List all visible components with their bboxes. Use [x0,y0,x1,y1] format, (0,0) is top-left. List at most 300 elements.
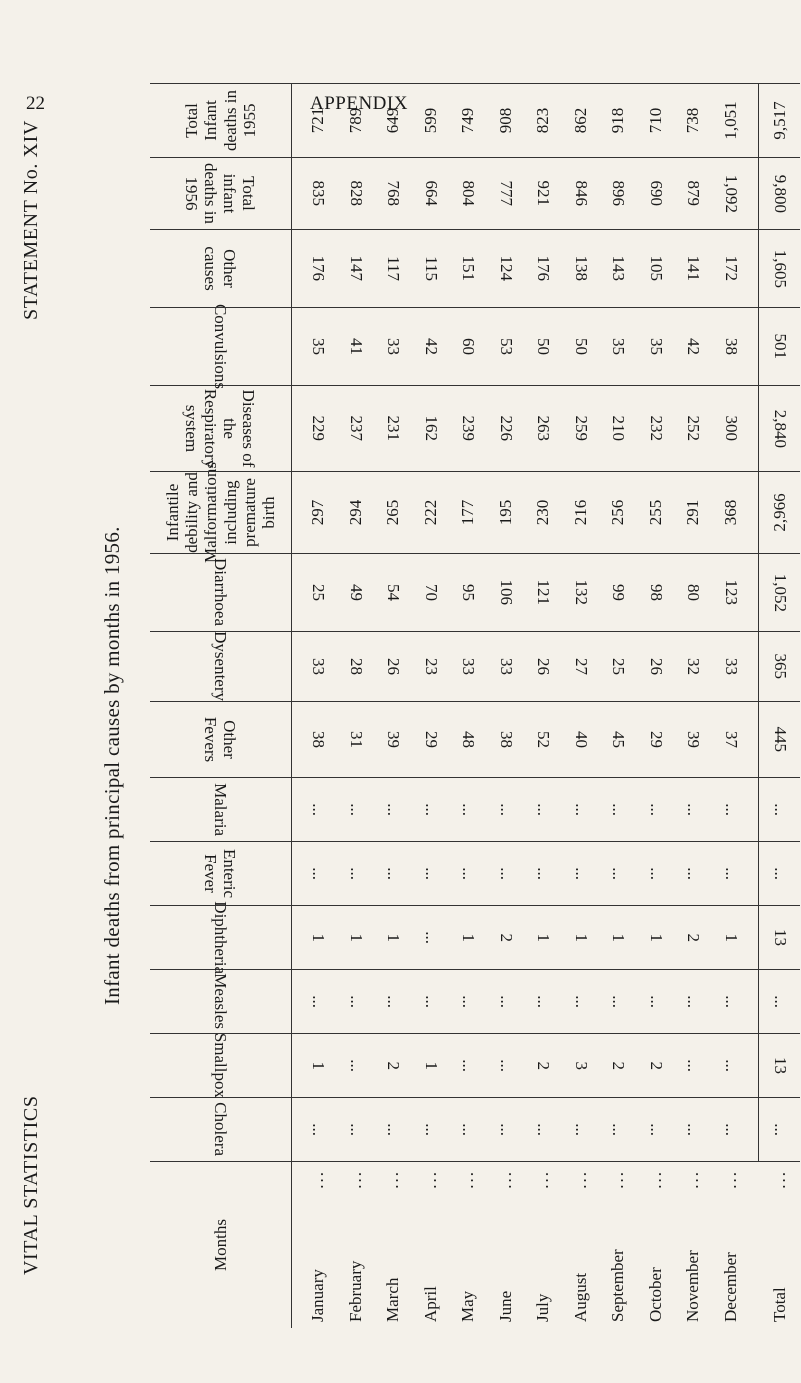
cell-value: 42 [684,338,703,355]
table-cell [600,842,636,905]
table-cell [413,632,449,701]
table-cell [563,906,599,969]
cell-value: 50 [534,338,553,355]
column-header-label: Diarrhoea [211,558,231,627]
table-cell [675,1098,711,1161]
cell-value: 2,840 [771,409,790,448]
cell-value: ... [534,867,553,880]
column-header-label: Enteric Fever [201,848,240,899]
cell-value: 738 [683,107,702,134]
cell-value: ... [346,995,366,1008]
column-cholera [150,1098,800,1162]
table-cell [413,554,449,631]
cell-value: 1,092 [721,174,741,213]
cell-value: 1 [721,933,741,942]
column-header [150,970,292,1033]
cell-value: ... [346,1123,366,1136]
cell-value: ... [421,867,441,880]
cell-value: 2 [534,1061,553,1070]
cell-value: 99 [609,584,628,601]
cell-value: 230 [533,499,552,526]
column-diphtheria [150,901,800,974]
table-cell [600,472,636,553]
cell-value: 445 [771,726,790,753]
cell-value: 835 [309,180,328,207]
table-cell [375,632,411,701]
cell-value: 50 [571,338,591,355]
cell-value: 38 [309,731,328,748]
cell-value: ... [421,931,441,944]
table-cell [338,158,374,229]
cell-value: 60 [459,338,478,355]
table-cell [525,778,561,841]
table-cell [563,554,599,631]
cell-value: 105 [646,255,666,282]
cell-value: 54 [384,584,403,601]
cell-value: 232 [646,415,666,442]
cell-value: 33 [496,658,516,675]
cell-value: 710 [645,107,665,134]
column-header [150,554,292,631]
table-cell [450,386,486,471]
table-cell [488,308,524,385]
cell-value: 1 [609,933,628,942]
cell-value: 2,966 [770,493,789,532]
cell-value: ... [309,803,328,816]
month-name: January [308,1269,327,1322]
table-cell [413,386,449,471]
table-cell [300,308,336,385]
cell-value: 35 [309,338,328,355]
table-cell [600,702,636,777]
cell-value: ... [459,1123,478,1136]
row-label [713,1162,749,1328]
total-rule [758,1034,759,1097]
cell-value: ... [534,995,553,1008]
table-cell [563,970,599,1033]
leader-dots: ... [645,1170,665,1189]
month-name: June [495,1290,515,1322]
row-label [488,1162,524,1328]
table-cell [375,906,411,969]
total-rule [758,702,759,777]
table-cell [300,1034,336,1097]
cell-value: 151 [459,255,478,282]
cell-value: 777 [496,180,516,207]
table-cell [638,970,674,1033]
cell-value: ... [609,867,628,880]
table-cell [762,308,798,385]
table-cell [488,1034,524,1097]
column-header-label: Months [210,1219,230,1271]
table-cell [563,472,599,553]
table-cell [413,472,449,553]
table-cell [450,554,486,631]
table-cell [525,158,561,229]
column-header-label: Other causes [201,246,240,291]
column-respiratory [150,386,800,472]
table-cell [300,778,336,841]
cell-value: 599 [420,107,440,134]
table-cell [300,472,336,553]
column-malaria [150,778,800,842]
table-cell [375,554,411,631]
leader-dots: ... [770,1170,789,1189]
cell-value: ... [646,803,666,816]
leader-dots: ... [458,1170,477,1189]
table-cell [413,778,449,841]
table-cell [338,1098,374,1161]
cell-value: ... [771,867,790,880]
table-cell [525,702,561,777]
table-cell [338,230,374,307]
cell-value: 1 [309,933,328,942]
column-header [150,702,292,777]
cell-value: ... [309,1123,328,1136]
cell-value: 2 [384,1061,403,1070]
row-label [675,1162,711,1328]
table-cell [525,970,561,1033]
cell-value: ... [496,1059,516,1072]
leader-dots: ... [308,1170,327,1189]
table-cell [675,842,711,905]
total-rule [758,970,759,1033]
cell-value: ... [384,1123,403,1136]
cell-value: ... [646,1123,666,1136]
table-cell [713,842,749,905]
column-enteric [150,842,800,906]
cell-value: 29 [646,731,666,748]
table-cell [638,386,674,471]
table-cell [762,158,798,229]
table-cell [525,472,561,553]
table-cell [488,702,524,777]
cell-value: 177 [458,499,477,526]
table-cell [762,1034,798,1097]
cell-value: 256 [608,499,627,526]
table-cell [563,386,599,471]
month-name: October [645,1267,665,1322]
cell-value: 768 [384,180,403,207]
table-cell [338,472,374,553]
cell-value: 690 [646,180,666,207]
cell-value: 2 [496,933,516,942]
table-cell [300,970,336,1033]
table-cell [338,1034,374,1097]
table-cell [638,778,674,841]
cell-value: 828 [346,180,366,207]
table-cell [525,1098,561,1161]
cell-value: 141 [684,255,703,282]
table-cell [300,230,336,307]
cell-value: 918 [608,107,627,134]
column-header-label: Infantile debility and Malformations including premature birth [163,461,278,564]
row-label [375,1162,411,1328]
cell-value: 265 [383,499,402,526]
cell-value: 846 [571,180,591,207]
cell-value: ... [496,803,516,816]
table-cell [762,702,798,777]
cell-value: 823 [533,107,552,134]
column-header-label: Dysentery [211,631,231,702]
row-label [300,1162,336,1328]
cell-value: 9,517 [770,101,789,140]
table-cell [563,842,599,905]
table-cell [450,842,486,905]
cell-value: ... [609,803,628,816]
table-cell [675,632,711,701]
cell-value: 176 [309,255,328,282]
table-cell [488,84,524,157]
table-cell [300,158,336,229]
column-smallpox [150,1034,800,1098]
cell-value: 365 [771,653,790,680]
table-cell [413,84,449,157]
table-cell [638,158,674,229]
table-cell [413,230,449,307]
table-cell [638,1098,674,1161]
cell-value: 26 [534,658,553,675]
cell-value: 124 [496,255,516,282]
column-dysentery [150,632,800,702]
row-label [638,1162,674,1328]
month-name: March [383,1277,402,1322]
total-rule [758,906,759,969]
cell-value: ... [571,803,591,816]
cell-value: ... [646,867,666,880]
leader-dots: ... [495,1170,515,1189]
column-header [150,386,292,471]
column-measles [150,970,800,1034]
column-header [150,84,292,157]
cell-value: 23 [421,658,441,675]
cell-value: ... [421,1123,441,1136]
cell-value: 26 [646,658,666,675]
table-cell [413,158,449,229]
column-header [150,842,292,905]
cell-value: ... [571,867,591,880]
table-cell [675,230,711,307]
table-cell [600,308,636,385]
table-cell [713,778,749,841]
column-header-label: Other Fevers [201,716,240,763]
table-cell [375,1098,411,1161]
table-cell [713,1034,749,1097]
cell-value: 216 [570,499,590,526]
table-cell [638,308,674,385]
table-cell [638,906,674,969]
table-cell [638,84,674,157]
column-diarrhoea [150,554,800,632]
column-header-label: Smallpox [211,1032,231,1099]
table-cell [375,386,411,471]
cell-value: ... [346,1059,366,1072]
leader-dots: ... [683,1170,702,1189]
row-label [600,1162,636,1328]
table-cell [675,906,711,969]
table-cell [638,702,674,777]
cell-value: 862 [570,107,590,134]
cell-value: ... [684,1123,703,1136]
cell-value: ... [571,1123,591,1136]
table-cell [713,84,749,157]
table-cell [563,778,599,841]
row-label [450,1162,486,1328]
running-head: APPENDIX [310,93,408,114]
leader-dots: ... [533,1170,552,1189]
column-other-fevers [150,702,800,778]
cell-value: 95 [459,584,478,601]
cell-value: ... [684,1059,703,1072]
table-cell [713,554,749,631]
table-cell [338,906,374,969]
table-cell [713,970,749,1033]
cell-value: ... [346,867,366,880]
cell-value: 115 [421,256,441,281]
cell-value: 294 [345,499,365,526]
table-cell [450,906,486,969]
cell-value: 259 [571,415,591,442]
total-rule [758,230,759,307]
cell-value: 263 [534,415,553,442]
column-header-label: Measles [211,973,231,1030]
month-name: May [458,1290,477,1322]
table-cell [338,386,374,471]
table-cell [713,632,749,701]
cell-value: ... [309,867,328,880]
table-cell [563,1098,599,1161]
column-header [150,1098,292,1161]
table-cell [338,84,374,157]
table-cell [300,386,336,471]
table-cell [762,230,798,307]
cell-value: 35 [646,338,666,355]
table-cell [638,230,674,307]
table-cell [375,472,411,553]
table-cell [338,842,374,905]
table-cell [375,970,411,1033]
total-rule [758,632,759,701]
column-header-label: Diphtheria [211,901,231,974]
table-cell [488,1098,524,1161]
table-cell [762,842,798,905]
cell-value: 42 [421,338,441,355]
table-cell [525,386,561,471]
cell-value: 33 [309,658,328,675]
cell-value: 501 [771,333,790,360]
table-cell [600,778,636,841]
table-cell [675,472,711,553]
cell-value: 121 [534,579,553,606]
column-header-label: Malaria [211,783,231,836]
cell-value: 210 [609,415,628,442]
column-header-label: Total infant deaths in 1956 [182,163,259,224]
column-header [150,303,292,390]
cell-value: ... [496,1123,516,1136]
cell-value: ... [721,803,741,816]
table-cell [713,1098,749,1161]
total-rule [758,472,759,553]
cell-value: 1 [346,933,366,942]
month-name: Total [770,1287,789,1322]
column-header [150,461,292,564]
cell-value: 143 [609,255,628,282]
table-cell [450,702,486,777]
table-cell [413,970,449,1033]
cell-value: 49 [346,584,366,601]
cell-value: 231 [384,415,403,442]
cell-value: 908 [495,107,515,134]
column-header [150,1162,292,1328]
cell-value: ... [771,995,790,1008]
table-cell [600,970,636,1033]
table-cell [600,230,636,307]
cell-value: 3 [571,1061,591,1070]
leader-dots: ... [720,1170,740,1189]
table-cell [375,84,411,157]
row-label [563,1162,599,1328]
cell-value: ... [421,995,441,1008]
cell-value: 29 [421,731,441,748]
table-cell [762,386,798,471]
table-cell [450,632,486,701]
table-cell [563,84,599,157]
month-name: April [420,1286,440,1322]
section-label: VITAL STATISTICS [20,1095,42,1275]
cell-value: 38 [721,338,741,355]
cell-value: 37 [721,731,741,748]
cell-value: 252 [684,415,703,442]
cell-value: 1 [421,1061,441,1070]
table-cell [450,1098,486,1161]
table-cell [713,308,749,385]
total-rule [758,1098,759,1161]
table-cell [300,906,336,969]
table-cell [450,158,486,229]
table-cell [525,906,561,969]
table-cell [375,230,411,307]
column-header [150,901,292,974]
table-cell [762,554,798,631]
table-cell [762,1098,798,1161]
table-cell [488,778,524,841]
table-cell [762,472,798,553]
cell-value: 138 [571,255,591,282]
table-cell [675,84,711,157]
cell-value: 2 [646,1061,666,1070]
cell-value: ... [609,995,628,1008]
table-cell [338,554,374,631]
cell-value: ... [384,995,403,1008]
table-cell [450,970,486,1033]
statement-label: STATEMENT No. XIV [20,120,42,320]
table-cell [375,308,411,385]
table-cell [488,158,524,229]
cell-value: 2 [609,1061,628,1070]
table-cell [375,842,411,905]
table-cell [713,472,749,553]
row-label [338,1162,374,1328]
cell-value: 9,800 [771,174,790,213]
month-name: August [570,1272,590,1322]
month-name: December [720,1252,740,1322]
cell-value: 39 [684,731,703,748]
cell-value: ... [459,867,478,880]
cell-value: 45 [609,731,628,748]
cell-value: ... [609,1123,628,1136]
cell-value: 33 [459,658,478,675]
table-cell [713,386,749,471]
